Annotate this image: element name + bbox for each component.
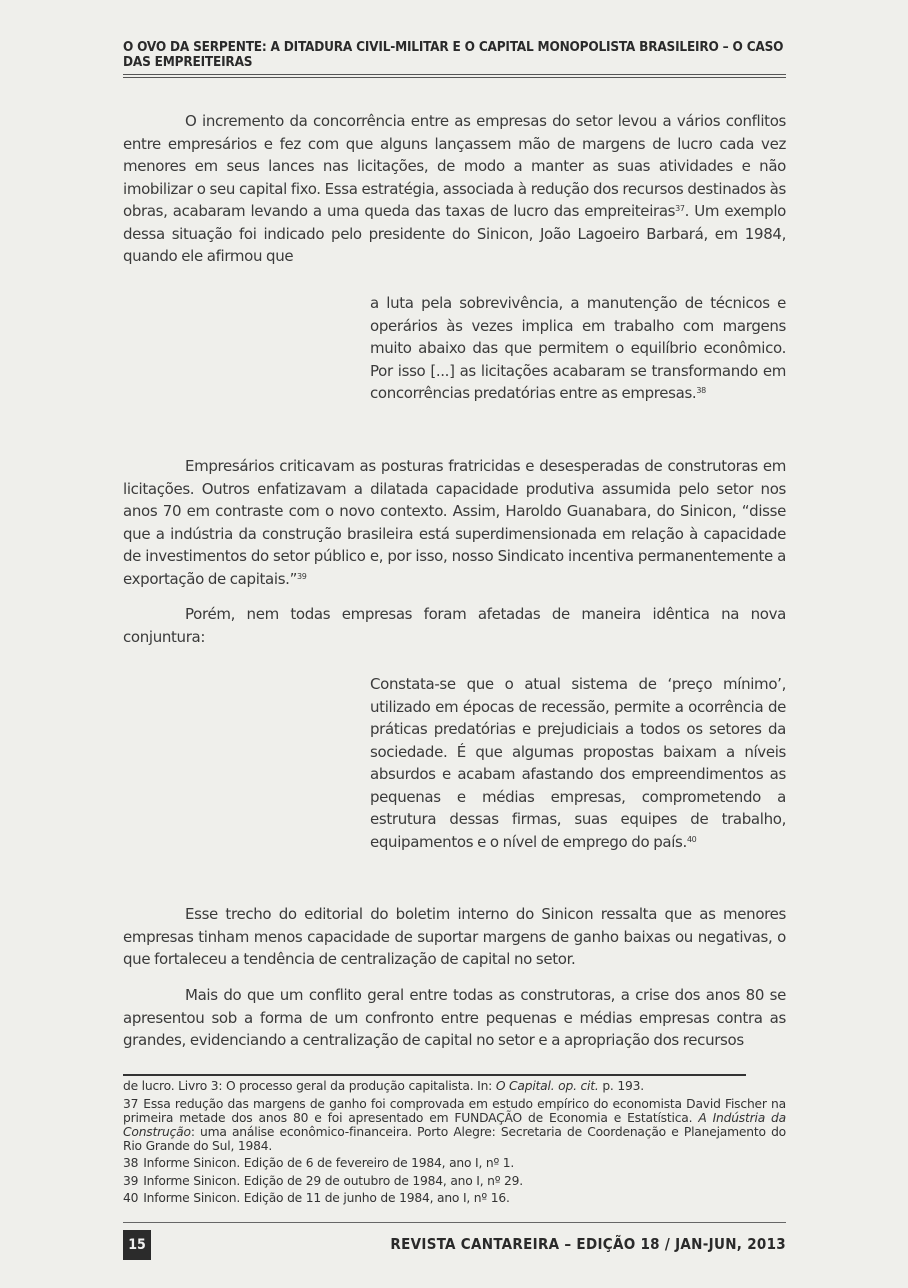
footnotes <box>123 1079 786 1209</box>
paragraph-4: Esse trecho do editorial do boletim interno do Sinicon ressalta que as menores empresas tinham menos capacidade de suportar margens de ganho baixas ou negativas, o que fortaleceu a tendência de centralização de capital no setor. <box>123 905 786 968</box>
running-header: O OVO DA SERPENTE: A DITADURA CIVIL-MILITAR E O CAPITAL MONOPOLISTA BRASILEIRO – O CASO DAS EMPREITEIRAS <box>123 39 784 70</box>
journal-title: REVISTA CANTAREIRA – EDIÇÃO 18 / JAN-JUN, 2013 <box>390 1235 786 1253</box>
footnote-39: 39 Informe Sinicon. Edição de 29 de outubro de 1984, ano I, nº 29. <box>123 1173 523 1188</box>
footnote-38: 38 Informe Sinicon. Edição de 6 de fevereiro de 1984, ano I, nº 1. <box>123 1156 515 1170</box>
block-quote-1: a luta pela sobrevivência, a manutenção de técnicos e operários às vezes implica em trabalho com margens muito abaixo das que permitem o equilíbrio econômico. Por isso [...] as licitações acabaram se transformando em concorrências predatórias entre as empresas.$^{38}$ <box>370 294 786 402</box>
footnote-37: 37 Essa redução das margens de ganho foi comprovada em estudo empírico do economista David Fischer na primeira metade dos anos 80 e foi apresentado em FUNDAÇÃO de Economia e Estatística. A Indústria da Construção: uma análise econômico-financeira. Porto Alegre: Secretaria de Coordenação e Planejamento do Rio Grande do Sul, 1984. <box>123 1096 787 1153</box>
footer-rule <box>123 1222 786 1223</box>
footnote-ref-38[interactable]: 38 <box>696 386 706 395</box>
paragraph-5: Mais do que um conflito geral entre todas as construtoras, a crise dos anos 80 se apresentou sob a forma de um confronto entre pequenas e médias empresas contra as grandes, evidenciando a centralização de capital no setor e a apropriação dos recursos <box>123 986 786 1049</box>
page-number: 15 <box>123 1230 151 1260</box>
block-quote-2: Constata-se que o atual sistema de ‘preço mínimo’, utilizado em épocas de recessão, permite a ocorrência de práticas predatórias e prejudiciais a todos os setores da sociedade. É que algumas propostas baixam a níveis absurdos e acabam afastando dos empreendimentos as pequenas e médias empresas, comprometendo a estrutura dessas firmas, suas equipes de trabalho, equipamentos e o nível de emprego do país.$^{40}$ <box>370 675 786 851</box>
paragraph-3: Porém, nem todas empresas foram afetadas de maneira idêntica na nova conjuntura: <box>123 605 786 646</box>
footnote-ref-40[interactable]: 40 <box>686 834 697 844</box>
header-rule-bottom <box>123 77 786 78</box>
footnote-separator <box>123 1074 746 1076</box>
header-rule-top <box>123 74 786 75</box>
paragraph-1: O incremento da concorrência entre as empresas do setor levou a vários conflitos entre empresários e fez com que alguns lançassem mão de margens de lucro cada vez menores em seus lances nas licitações, de modo a manter as suas atividades e não imobilizar o seu capital fixo. Essa estratégia, associada à redução dos recursos destinados às obras, acabaram levando a uma queda das taxas de lucro das empreiteiras$^{37}$. Um exemplo dessa situação foi indicado pelo presidente do Sinicon, João Lagoeiro Barbará, em 1984, quando ele afirmou que <box>123 112 786 265</box>
footnote-ref-37[interactable]: 37 <box>675 204 685 213</box>
footnote-ref-39[interactable]: 39 <box>297 571 307 581</box>
paragraph-2: Empresários criticavam as posturas fratricidas e desesperadas de construtoras em licitações. Outros enfatizavam a dilatada capacidade produtiva assumida pelo setor nos anos 70 em contraste com o novo contexto. Assim, Haroldo Guanabara, do Sinicon, “disse que a indústria da construção brasileira está superdimensionada em relação à capacidade de investimentos do setor público e, por isso, nosso Sindicato incentiva permanentemente a exportação de capitais.”$^{39}$ <box>123 457 786 588</box>
footnote-40: 40 Informe Sinicon. Edição de 11 de junho de 1984, ano I, nº 16. <box>123 1191 510 1205</box>
footnote-continued: de lucro. Livro 3: O processo geral da produção capitalista. In: O Capital. op. cit. p. 193. <box>123 1079 644 1093</box>
